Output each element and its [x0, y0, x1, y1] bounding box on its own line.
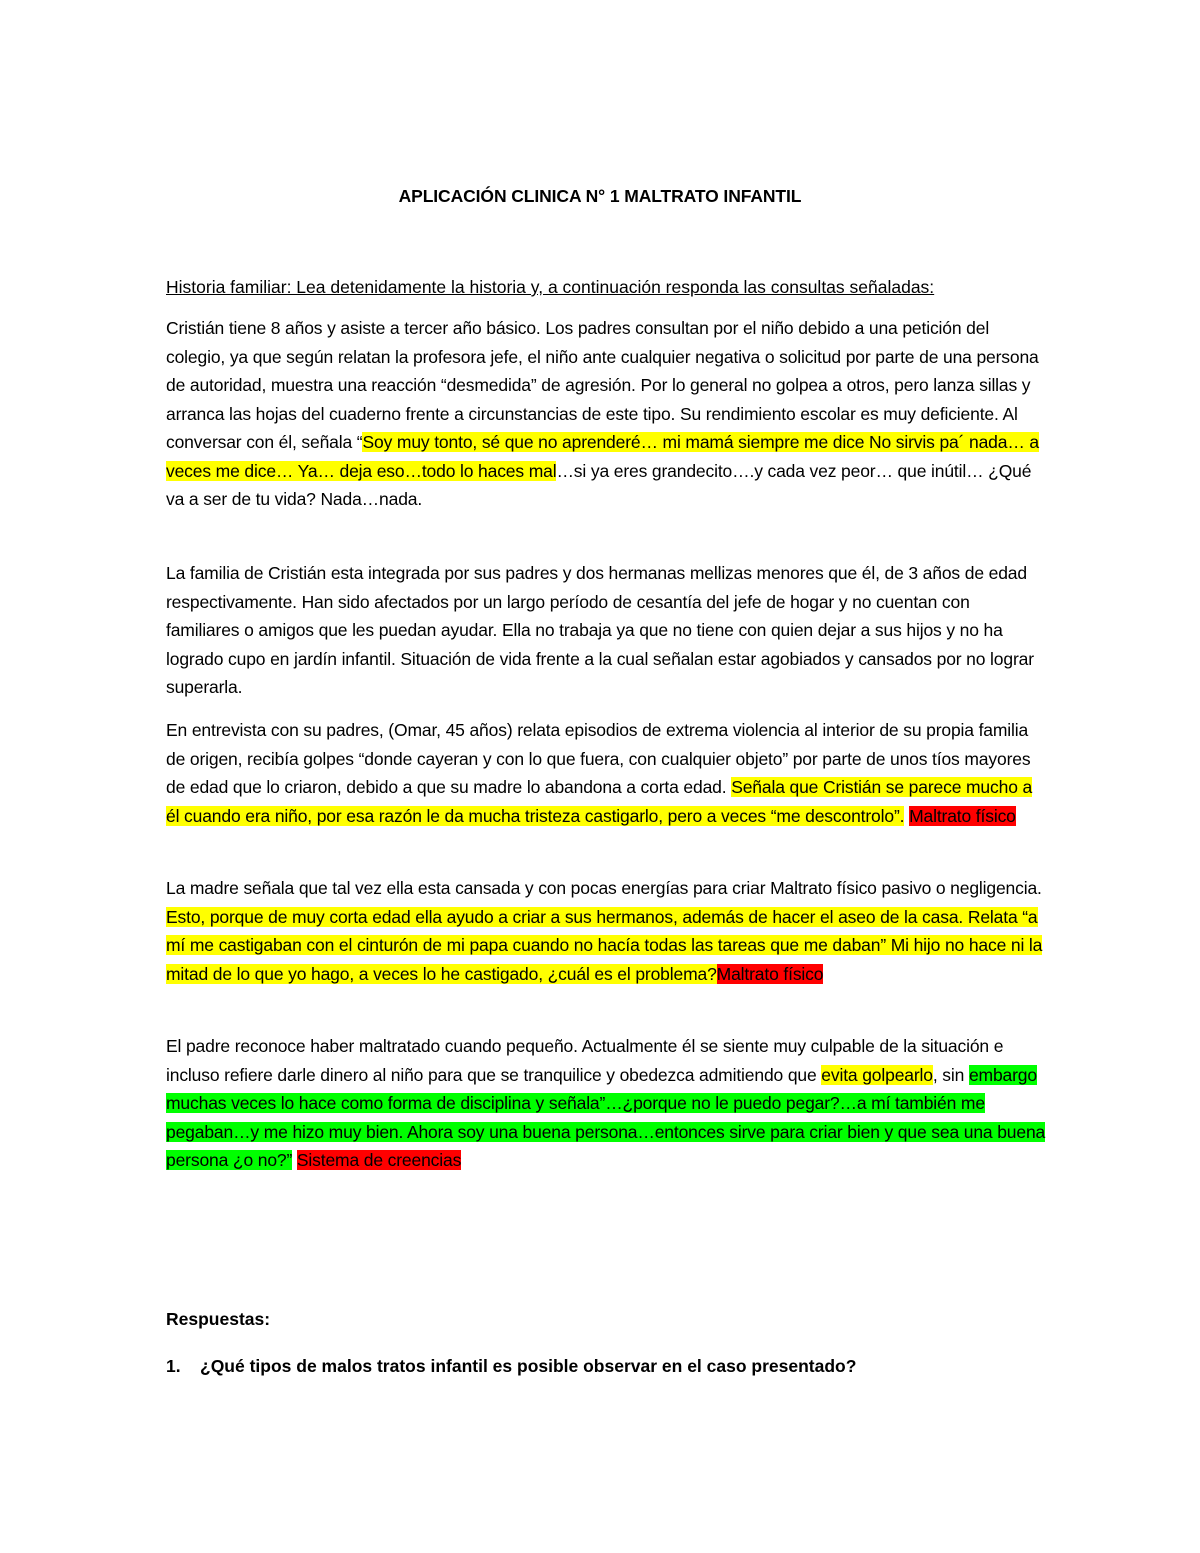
p1-text: Cristián tiene 8 años y asiste a tercer año básico. Los padres consultan por el niño debido a una petición del colegio, ya que según relatan la profesora jefe, el niño ante cualquier negativa o solicitud por parte de una persona de autoridad, muestra una reacción “desmedida” de agresión. Por lo general no golpea a otros, pero lanza sillas y arranca las hojas del cuaderno frente a circunstancias de este tipo. Su rendimiento escolar es muy deficiente. Al conversar con él, señala “	[166, 318, 1039, 452]
p3-text: En entrevista con su padres, (Omar, 45 años) relata episodios de extrema violencia al interior de su propia familia de origen, recibía golpes “donde cayeran y con lo que fuera, con cualquier objeto” por parte de unos tíos mayores de edad que lo criaron, debido a que su madre lo abandona a corta edad.	[166, 720, 1031, 797]
p4-text: La madre señala que tal vez ella esta cansada y con pocas energías para criar Maltrato físico pasivo o negligencia.	[166, 878, 1042, 898]
p4-tag-maltrato-fisico: Maltrato físico	[716, 963, 824, 984]
p1-highlight-quote: Soy muy tonto, sé que no aprenderé… mi mamá siempre me dice No sirvis pa´ nada… a veces me dice… Ya… deja eso…todo lo haces mal	[166, 432, 1039, 481]
paragraph-1	[166, 314, 1046, 514]
question-1	[166, 1356, 856, 1377]
answers-heading: Respuestas:	[166, 1309, 271, 1329]
p3-tag-maltrato-fisico: Maltrato físico	[909, 805, 1016, 826]
paragraph-5	[166, 1032, 1046, 1175]
paragraph-2: La familia de Cristián esta integrada por sus padres y dos hermanas mellizas menores que él, de 3 años de edad respectivamente. Han sido afectados por un largo período de cesantía del jefe de hogar y no cuentan con familiares o amigos que les puedan ayudar. Ella no trabaja ya que no tiene con quien dejar a sus hijos y no ha logrado cupo en jardín infantil. Situación de vida frente a la cual señalan estar agobiados y cansados por no lograr superarla.	[166, 563, 1034, 697]
document-title: APLICACIÓN CLINICA N° 1 MALTRATO INFANTIL	[398, 186, 802, 206]
p4-highlight: Esto, porque de muy corta edad ella ayudo a criar a sus hermanos, además de hacer el aseo de la casa. Relata “a mí me castigaban con el cinturón de mi papa cuando no hacía todas las tareas que me daban” Mi hijo no hace ni la mitad de lo que yo hago, a veces lo he castigado, ¿cuál es el problema?	[166, 906, 1043, 984]
intro-line: Historia familiar: Lea detenidamente la historia y, a continuación responda las consultas señaladas:	[166, 277, 935, 297]
question-1-number: 1.	[166, 1356, 181, 1376]
paragraph-4	[166, 874, 1046, 988]
p3-highlight: Señala que Cristián se parece mucho a él cuando era niño, por esa razón le da mucha tristeza castigarlo, pero a veces “me descontrolo”.	[166, 777, 1033, 826]
p5-text-mid: , sin	[932, 1064, 969, 1085]
p5-tag-sistema-de-creencias: Sistema de creencias	[296, 1150, 462, 1170]
question-1-text: ¿Qué tipos de malos tratos infantil es posible observar en el caso presentado?	[200, 1356, 857, 1376]
paragraph-3	[166, 716, 1046, 830]
p5-highlight-yellow: evita golpearlo	[821, 1064, 933, 1085]
p5-text: El padre reconoce haber maltratado cuando pequeño. Actualmente él se siente muy culpable de la situación e incluso refiere darle dinero al niño para que se tranquilice y obedezca admitiendo que	[166, 1036, 1004, 1085]
p5-highlight-green: embargo muchas veces lo hace como forma de disciplina y señala”…¿porque no le puedo pegar?…a mí también me pegaban…y me hizo muy bien. Ahora soy una buena persona…entonces sirve para criar bien y que sea una buena persona ¿o no?”	[166, 1064, 1046, 1170]
p1-text-end: …si ya eres grandecito….y cada vez peor… que inútil… ¿Qué va a ser de tu vida? Nada…nada.	[166, 460, 1032, 509]
